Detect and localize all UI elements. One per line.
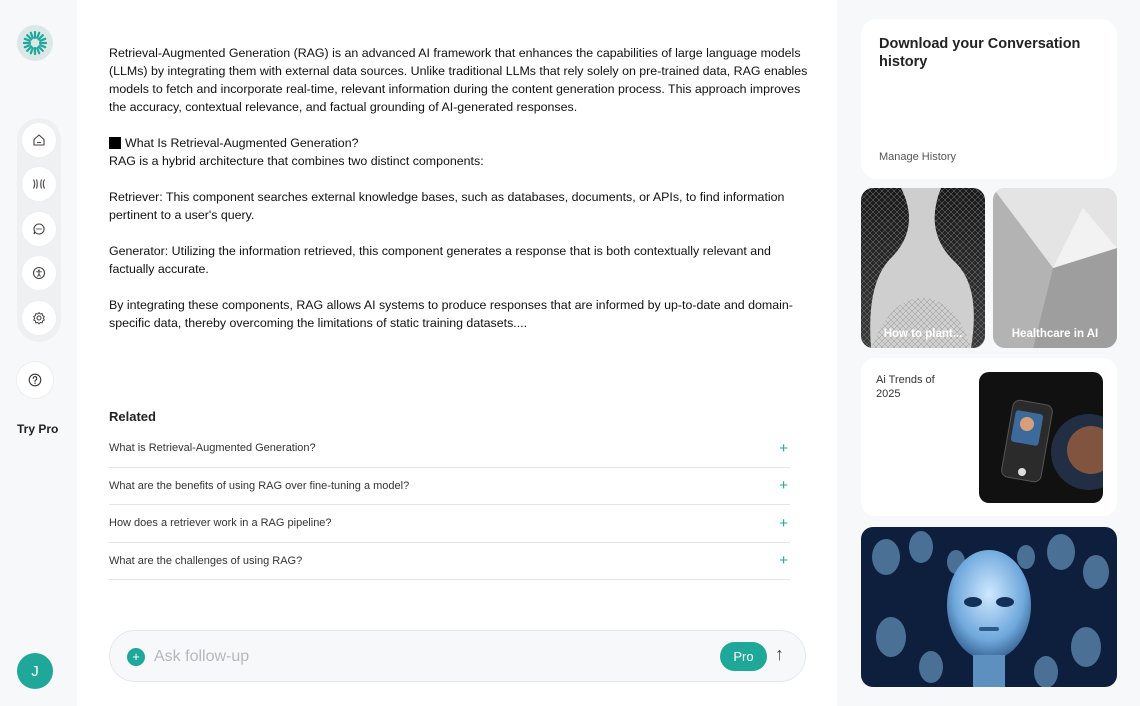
sunburst-logo-icon[interactable] [17,25,53,61]
generator-paragraph: Generator: Utilizing the information retrieved, this component generates a response that is both contextually relevant and factually accurate. [109,244,771,276]
related-item[interactable] [109,505,790,543]
home-icon [32,133,46,147]
send-arrow-icon[interactable]: ↑ [775,644,784,664]
settings-icon [32,311,46,325]
related-item-label: How does a retriever work in a RAG pipeline? [109,517,332,530]
section-heading-text: What Is Retrieval-Augmented Generation? [125,136,359,150]
help-button[interactable] [17,362,53,398]
related-item[interactable] [109,430,790,468]
discover-card-healthcare[interactable] [993,188,1117,348]
ai-trends-image [979,372,1103,503]
sidebar-item-home[interactable] [22,123,56,157]
ai-trends-card[interactable] [861,358,1117,516]
architecture-image [861,188,985,348]
download-history-title: Download your Conversation history [879,36,1081,70]
square-bullet-icon [109,137,121,149]
robot-image-card[interactable] [861,527,1117,687]
discover-icon [32,177,46,191]
plus-icon[interactable]: + [779,439,788,457]
discover-card-plant[interactable] [861,188,985,348]
answer-intro: Retrieval-Augmented Generation (RAG) is an advanced AI framework that enhances the capabilities of large language models (LLMs) by integrating them with external data sources. Unlike traditional LLMs that rely solely on pre-trained data, RAG enables models to fetch and incorporate real-time, relevant information during the content generation process. This approach improves the accuracy, contextual relevance, and factual grounding of AI-generated responses. [109,46,808,114]
discover-card-caption: Healthcare in AI [1011,328,1099,340]
pro-toggle-button[interactable]: Pro [720,642,767,671]
answer-body [109,44,809,350]
ask-bar [109,630,806,682]
conclusion-paragraph: By integrating these components, RAG allows AI systems to produce responses that are informed by up-to-date and domain-specific data, thereby overcoming the limitations of static training datasets.... [109,298,793,330]
plus-icon[interactable]: + [779,477,788,495]
avatar[interactable]: J [17,653,53,689]
right-panel [837,0,1140,706]
related-item-label: What is Retrieval-Augmented Generation? [109,442,316,455]
sidebar-item-discover[interactable] [22,167,56,201]
plus-icon[interactable]: + [779,514,788,532]
plus-icon[interactable]: + [779,552,788,570]
related-item-label: What are the challenges of using RAG? [109,554,303,567]
discover-card-caption: How to plant... [883,328,963,340]
related-section [109,409,790,580]
related-item[interactable] [109,468,790,506]
sidebar-item-settings[interactable] [22,301,56,335]
ask-input[interactable] [154,643,714,671]
help-icon [28,373,42,387]
sidebar-item-accessibility[interactable] [22,256,56,290]
manage-history-link[interactable]: Manage History [879,151,957,163]
download-history-card [861,19,1117,179]
section-lead: RAG is a hybrid architecture that combines two distinct components: [109,154,484,168]
related-title: Related [109,409,156,424]
robot-image [861,527,1117,687]
section-heading [109,134,809,152]
retriever-paragraph: Retriever: This component searches external knowledge bases, such as databases, documents, or APIs, to find information pertinent to a user's query. [109,190,785,222]
related-item[interactable] [109,543,790,581]
add-attachment-icon[interactable]: + [127,648,145,666]
accessibility-icon [32,266,46,280]
main-content [77,0,837,706]
abstract-image [993,188,1117,348]
sidebar-nav [17,118,61,342]
chat-icon [32,222,46,236]
sidebar [0,0,76,706]
try-pro-button[interactable]: Try Pro [17,422,59,436]
related-item-label: What are the benefits of using RAG over fine-tuning a model? [109,479,410,492]
sidebar-item-chat[interactable] [22,212,56,246]
ai-trends-title: Ai Trends of 2025 [876,374,935,400]
